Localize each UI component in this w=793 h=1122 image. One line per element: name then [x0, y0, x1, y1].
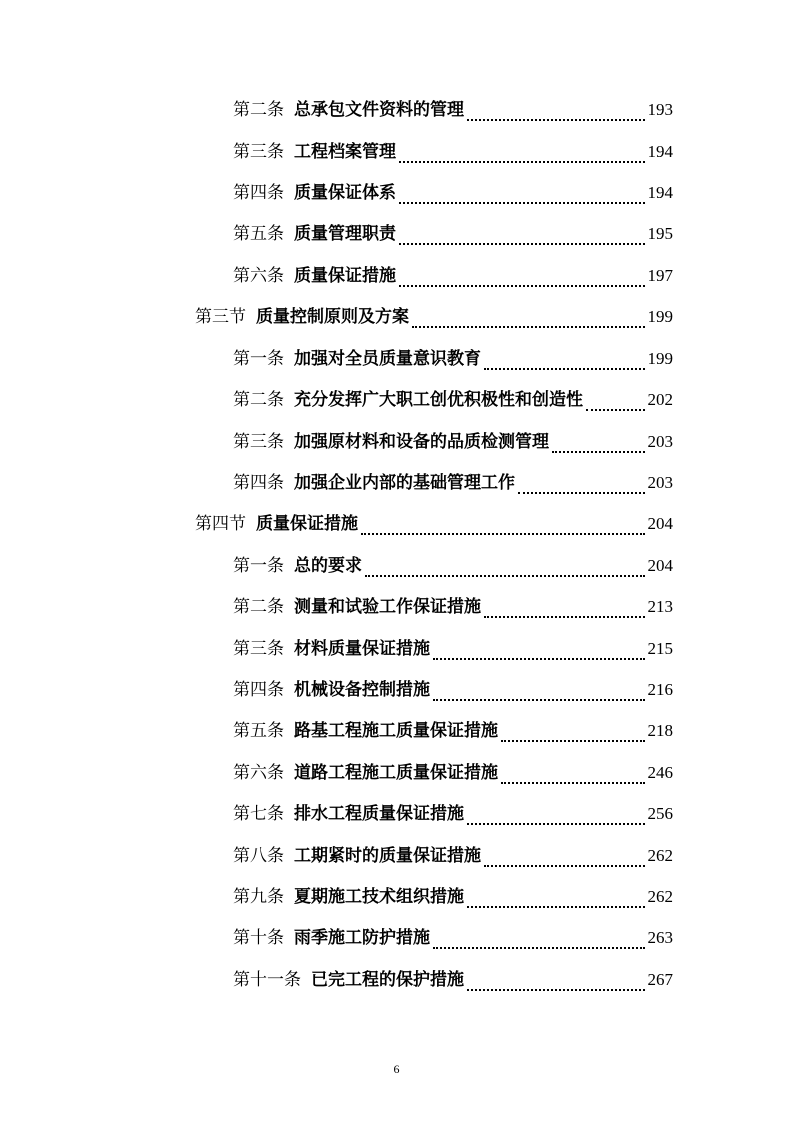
toc-entry-label: 第一条	[233, 349, 284, 369]
dot-leader	[518, 478, 645, 494]
dot-leader	[501, 726, 645, 742]
toc-entry[interactable]	[233, 219, 673, 249]
toc-entry-label: 第二条	[233, 100, 284, 120]
toc-entry-label: 第六条	[233, 266, 284, 286]
toc-entry-page: 193	[647, 100, 673, 119]
toc-entry-label: 第四条	[233, 183, 284, 203]
toc-entry-title: 质量管理职责	[294, 224, 396, 244]
toc-entry-page: 194	[647, 142, 673, 161]
page-number: 6	[393, 1062, 400, 1076]
toc-entry-page: 197	[647, 266, 673, 285]
toc-entry-title: 总承包文件资料的管理	[294, 100, 464, 120]
dot-leader	[552, 437, 645, 453]
toc-entry-label: 第九条	[233, 887, 284, 907]
toc-entry-label: 第四条	[233, 680, 284, 700]
toc-entry[interactable]	[233, 427, 673, 457]
toc-entry-page: 263	[647, 928, 673, 947]
toc-entry[interactable]	[233, 716, 673, 746]
toc-entry[interactable]	[233, 95, 673, 125]
dot-leader	[501, 768, 645, 784]
toc-entry-label: 第八条	[233, 846, 284, 866]
dot-leader	[433, 644, 645, 660]
toc-entry-page: 199	[647, 349, 673, 368]
toc-entry-page: 203	[647, 473, 673, 492]
toc-entry-label: 第五条	[233, 224, 284, 244]
toc-entry-title: 加强对全员质量意识教育	[294, 349, 481, 369]
toc-entry-label: 第五条	[233, 721, 284, 741]
toc-entry[interactable]	[233, 592, 673, 622]
toc-entry[interactable]	[233, 468, 673, 498]
toc-entry[interactable]	[233, 965, 673, 995]
toc-entry-label: 第二条	[233, 597, 284, 617]
toc-entry-page: 199	[647, 307, 673, 326]
toc-entry-label: 第三条	[233, 639, 284, 659]
dot-leader	[399, 188, 645, 204]
dot-leader	[467, 105, 645, 121]
toc-entry-page: 262	[647, 887, 673, 906]
toc-entry-title: 夏期施工技术组织措施	[294, 887, 464, 907]
toc-entry-page: 262	[647, 846, 673, 865]
toc-entry-label: 第三节	[195, 307, 246, 327]
dot-leader	[412, 312, 645, 328]
toc-entry[interactable]	[233, 261, 673, 291]
dot-leader	[399, 147, 645, 163]
toc-entry-page: 204	[647, 514, 673, 533]
toc-entry[interactable]	[233, 758, 673, 788]
dot-leader	[399, 271, 645, 287]
toc-entry-title: 路基工程施工质量保证措施	[294, 721, 498, 741]
dot-leader	[365, 561, 645, 577]
toc-entry[interactable]	[233, 137, 673, 167]
dot-leader	[484, 851, 645, 867]
toc-entry-page: 202	[647, 390, 673, 409]
toc-entry-label: 第二条	[233, 390, 284, 410]
toc-entry-page: 218	[647, 721, 673, 740]
toc-entry-title: 已完工程的保护措施	[311, 970, 464, 990]
toc-entry-title: 工程档案管理	[294, 142, 396, 162]
toc-entry-label: 第十条	[233, 928, 284, 948]
dot-leader	[399, 229, 645, 245]
toc-entry[interactable]	[233, 634, 673, 664]
toc-entry-label: 第十一条	[233, 970, 301, 990]
dot-leader	[433, 933, 645, 949]
toc-entry-title: 加强企业内部的基础管理工作	[294, 473, 515, 493]
toc-entry-title: 质量保证措施	[294, 266, 396, 286]
toc-entry-title: 质量保证体系	[294, 183, 396, 203]
toc-entry-title: 机械设备控制措施	[294, 680, 430, 700]
toc-entry-title: 总的要求	[294, 556, 362, 576]
toc-section-entry[interactable]	[195, 509, 673, 539]
toc-entry-title: 工期紧时的质量保证措施	[294, 846, 481, 866]
toc-entry-page: 256	[647, 804, 673, 823]
toc-entry-title: 雨季施工防护措施	[294, 928, 430, 948]
dot-leader	[484, 354, 645, 370]
toc-entry[interactable]	[233, 344, 673, 374]
toc-entry-label: 第七条	[233, 804, 284, 824]
dot-leader	[586, 395, 645, 411]
dot-leader	[484, 602, 645, 618]
toc-entry-page: 195	[647, 224, 673, 243]
toc-entry-label: 第一条	[233, 556, 284, 576]
toc-entry-label: 第四节	[195, 514, 246, 534]
toc-entry-page: 213	[647, 597, 673, 616]
toc-entry-label: 第六条	[233, 763, 284, 783]
toc-entry-page: 215	[647, 639, 673, 658]
dot-leader	[433, 685, 645, 701]
toc-entry-page: 267	[647, 970, 673, 989]
toc-section-entry[interactable]	[195, 302, 673, 332]
toc-entry[interactable]	[233, 675, 673, 705]
toc-entry-label: 第四条	[233, 473, 284, 493]
toc-entry-page: 216	[647, 680, 673, 699]
toc-entry-page: 194	[647, 183, 673, 202]
toc-entry-label: 第三条	[233, 432, 284, 452]
toc-entry-page: 204	[647, 556, 673, 575]
toc-entry-title: 材料质量保证措施	[294, 639, 430, 659]
toc-entry-title: 质量保证措施	[256, 514, 358, 534]
toc-entry[interactable]	[233, 882, 673, 912]
dot-leader	[467, 809, 645, 825]
toc-entry-title: 质量控制原则及方案	[256, 307, 409, 327]
dot-leader	[467, 892, 645, 908]
toc-entry-label: 第三条	[233, 142, 284, 162]
toc-entry-title: 道路工程施工质量保证措施	[294, 763, 498, 783]
toc-entry[interactable]	[233, 178, 673, 208]
dot-leader	[361, 519, 645, 535]
toc-entry[interactable]	[233, 799, 673, 829]
toc-entry-page: 246	[647, 763, 673, 782]
toc-entry-title: 测量和试验工作保证措施	[294, 597, 481, 617]
dot-leader	[467, 975, 645, 991]
toc-entry-title: 充分发挥广大职工创优积极性和创造性	[294, 390, 583, 410]
toc-entry-title: 排水工程质量保证措施	[294, 804, 464, 824]
toc-entry-page: 203	[647, 432, 673, 451]
toc-entry[interactable]	[233, 551, 673, 581]
toc-entry-title: 加强原材料和设备的品质检测管理	[294, 432, 549, 452]
toc-entry[interactable]	[233, 841, 673, 871]
toc-entry[interactable]	[233, 385, 673, 415]
toc-entry[interactable]	[233, 923, 673, 953]
